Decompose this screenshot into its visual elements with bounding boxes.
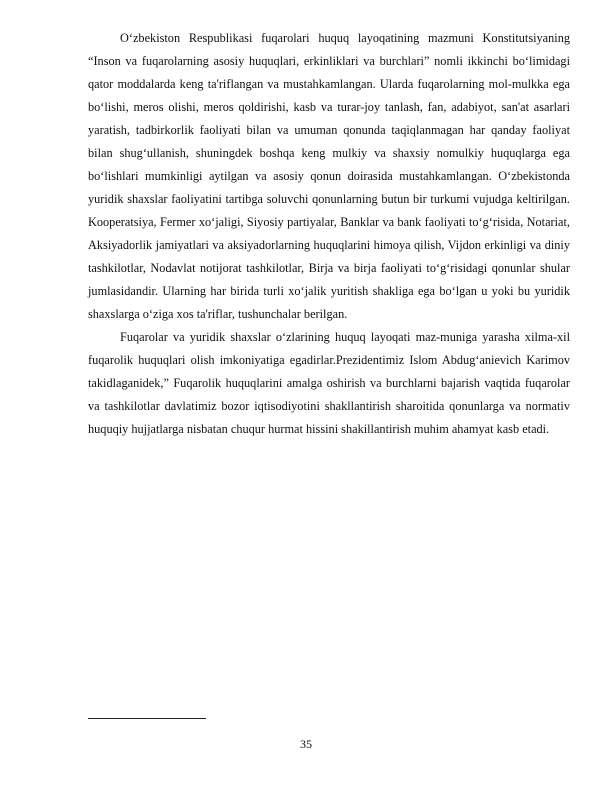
page-number: 35	[300, 737, 312, 751]
paragraph-1: O‘zbekiston Respublikasi fuqarolari huquq layoqatining mazmuni Konstitutsiyaning “Inson va fuqarolarning asosiy huquqlari, erkinliklari va burchlari” nomli ikkinchi bo‘limidagi qator moddalarda keng ta'riflangan va mustahkamlangan. Ularda fuqarolarning mol-mulkka ega bo‘lishi, meros olishi, meros qoldirishi, kasb va turar-joy tanlash, fan, adabiyot, san'at asarlari yaratish, tadbirkorlik faoliyati bilan va umuman qonunda taqiqlanmagan har qanday faoliyat bilan shug‘ullanish, shuningdek boshqa keng mulkiy va shaxsiy nomulkiy huquqlarga ega bo‘lishlari mumkinligi aytilgan va asosiy qonun doirasida mustahkamlangan. O‘zbekistonda yuridik shaxslar faoliyatini tartibga soluvchi qonunlarning butun bir turkumi vujudga keltirilgan. Kooperatsiya, Fermer xo‘jaligi, Siyosiy partiyalar, Banklar va bank faoliyati to‘g‘risida, Notariat, Aksiyadorlik jamiyatlari va aksiyadorlarning huquqlarini himoya qilish, Vijdon erkinligi va diniy tashkilotlar, Nodavlat notijorat tashkilotlar, Birja va birja faoliyati to‘g‘risidagi qonunlar shular jumlasidandir. Ularning har birida turli xo‘jalik yuritish shakliga ega bo‘lgan u yoki bu yuridik shaxslarga o‘ziga xos ta'riflar, tushunchalar berilgan.	[88, 31, 570, 321]
body-text	[88, 27, 570, 441]
footnote-separator	[88, 718, 206, 719]
paragraph-2: Fuqarolar va yuridik shaxslar o‘zlarining huquq layoqati maz-muniga yarasha xilma-xil fuqarolik huquqlari olish imkoniyatiga egadirlar.Prezidentimiz Islom Abdug‘anievich Karimov takidlaganidek,” Fuqarolik huquqlarini amalga oshirish va burchlarni bajarish vaqtida fuqarolar va tashkilotlar davlatimiz bozor iqtisodiyotini shakllantirish sharoitida qonunlarga va normativ huquqiy hujjatlarga nisbatan chuqur hurmat hissini shakillantirish muhim ahamyat kasb etadi.	[88, 330, 570, 436]
